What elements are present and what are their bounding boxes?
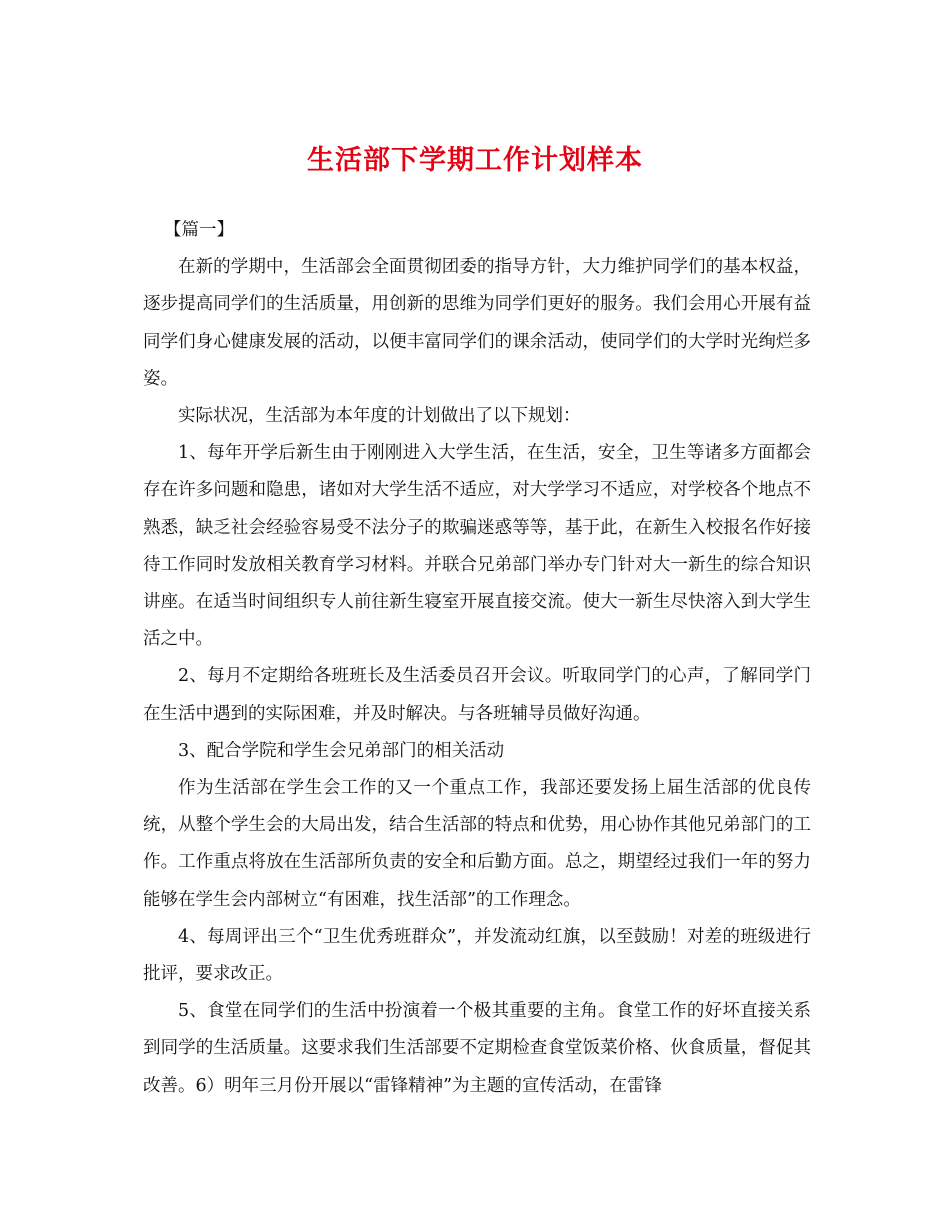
paragraph-intro: 在新的学期中，生活部会全面贯彻团委的指导方针，大力维护同学们的基本权益，逐步提高同学们的生活质量，用创新的思维为同学们更好的服务。我们会用心开展有益同学们身心健康发展的活动，以便丰富同学们的课余活动，使同学们的大学时光绚烂多姿。 (143, 257, 811, 389)
document-title: 生活部下学期工作计划样本 (307, 145, 643, 176)
section-label: 【篇一】 (164, 220, 234, 240)
document-body (143, 212, 811, 1105)
paragraph-item-4: 4、每周评出三个“卫生优秀班群众”，并发流动红旗，以至鼓励！对差的班级进行批评，要求改正。 (143, 926, 811, 985)
paragraph-plan-lead: 实际状况，生活部为本年度的计划做出了以下规划： (178, 406, 581, 427)
paragraph-item-5: 5、食堂在同学们的生活中扮演着一个极其重要的主角。食堂工作的好坏直接关系到同学的生活质量。这要求我们生活部要不定期检查食堂饭菜价格、伙食质量，督促其改善。6）明年三月份开展以“雷锋精神”为主题的宣传活动，在雷锋 (143, 1001, 811, 1096)
paragraph-item-2: 2、每月不定期给各班班长及生活委员召开会议。听取同学门的心声，了解同学门在生活中遇到的实际困难，并及时解决。与各班辅导员做好沟通。 (143, 666, 811, 724)
paragraph-item-3-detail: 作为生活部在学生会工作的又一个重点工作，我部还要发扬上届生活部的优良传统，从整个学生会的大局出发，结合生活部的特点和优势，用心协作其他兄弟部门的工作。工作重点将放在生活部所负责的安全和后勤方面。总之，期望经过我们一年的努力能够在学生会内部树立“有困难，找生活部”的工作理念。 (143, 778, 811, 910)
paragraph-item-3: 3、配合学院和学生会兄弟部门的相关活动 (178, 740, 505, 761)
paragraph-item-1: 1、每年开学后新生由于刚刚进入大学生活，在生活，安全，卫生等诸多方面都会存在许多问题和隐患，诸如对大学生活不适应，对大学学习不适应，对学校各个地点不熟悉，缺乏社会经验容易受不法分子的欺骗迷惑等等，基于此，在新生入校报名作好接待工作同时发放相关教育学习材料。并联合兄弟部门举办专门针对大一新生的综合知识讲座。在适当时间组织专人前往新生寝室开展直接交流。使大一新生尽快溶入到大学生活之中。 (143, 443, 811, 650)
